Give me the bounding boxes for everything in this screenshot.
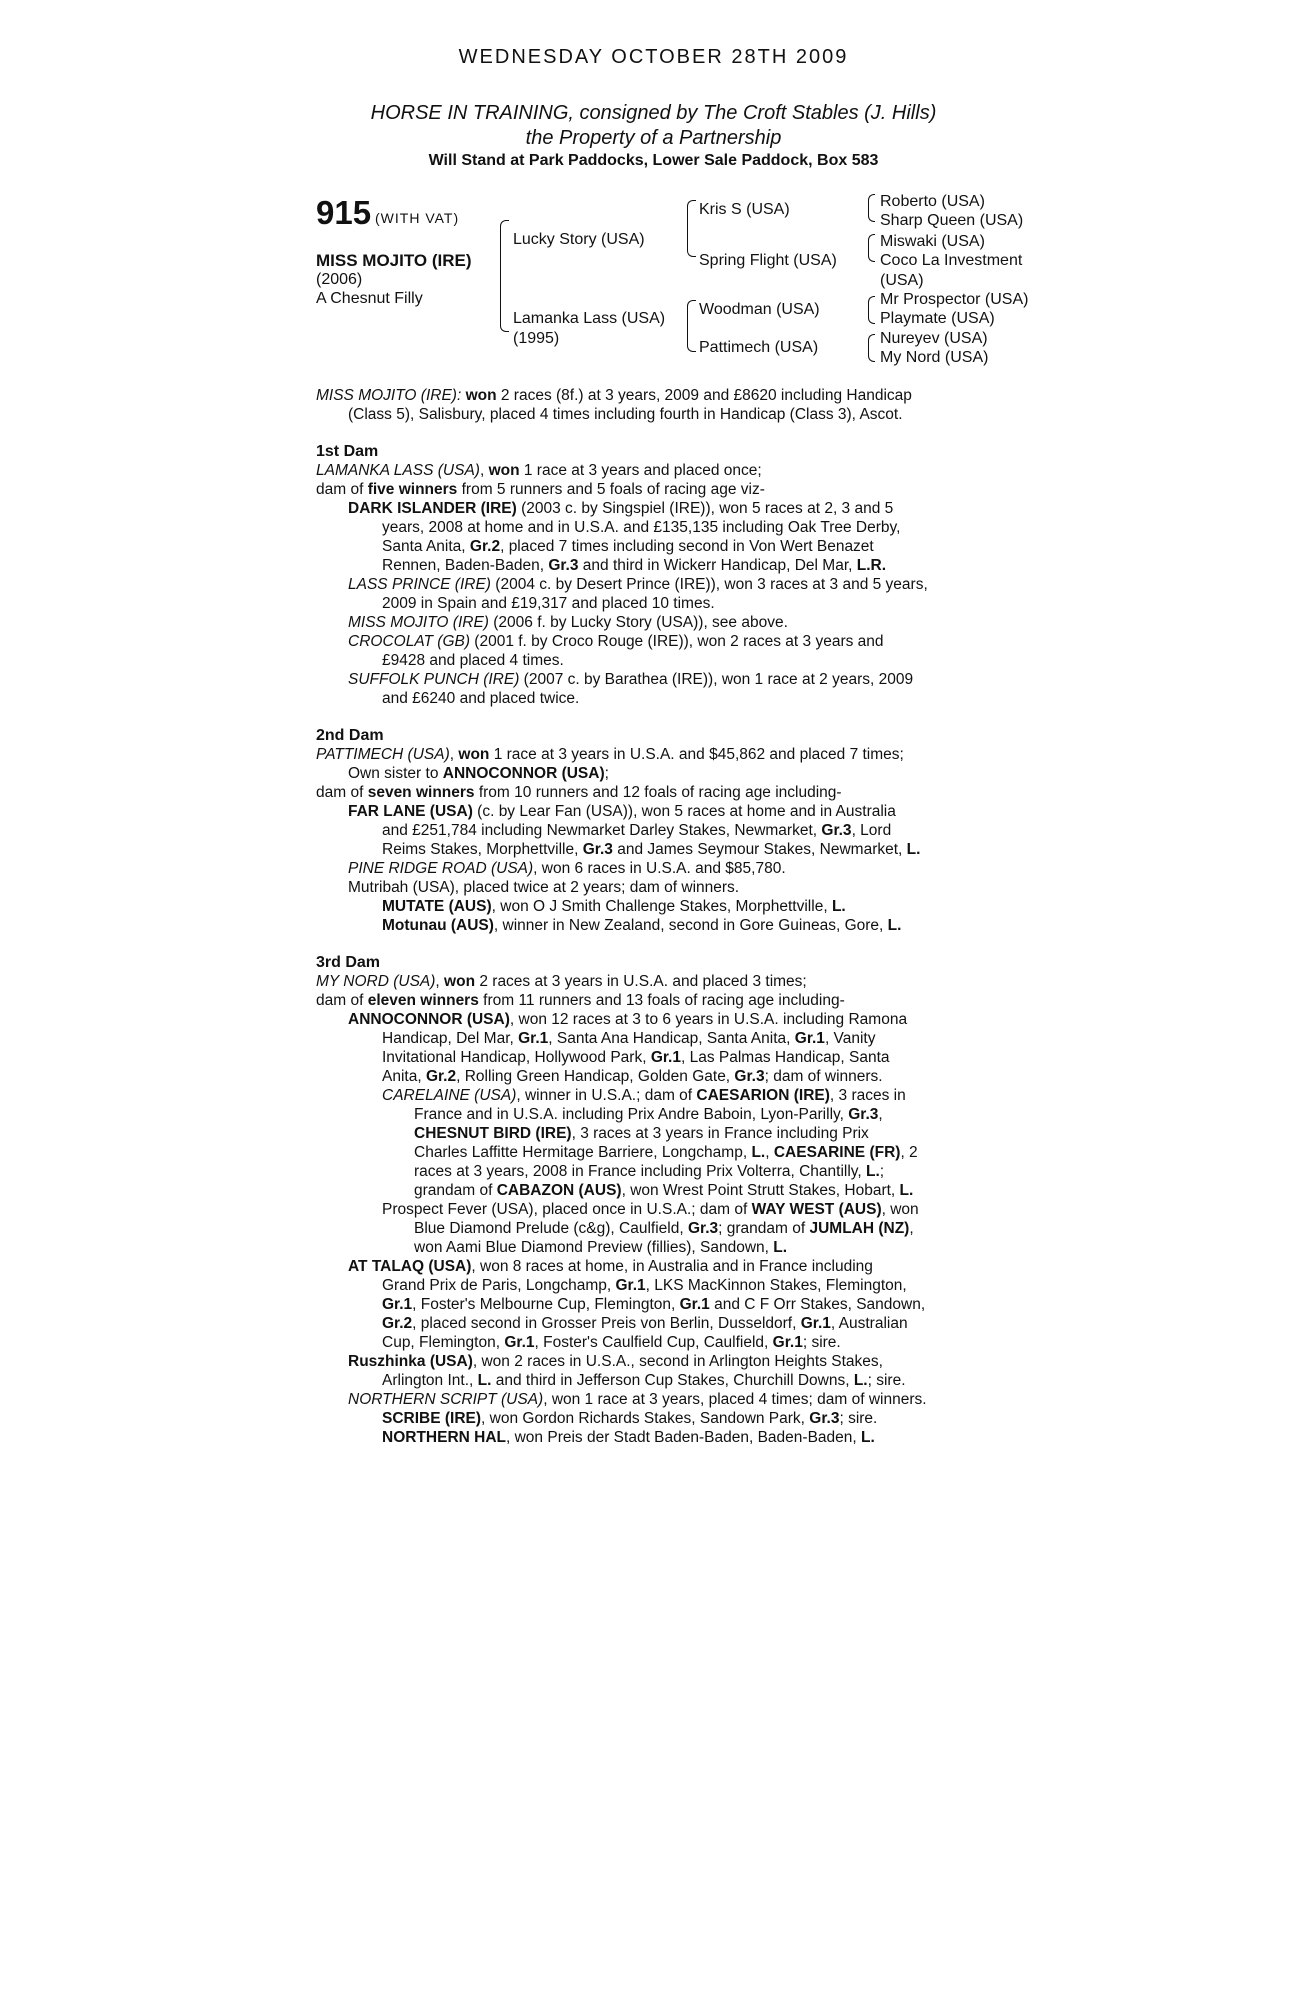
text-line: [316, 1428, 998, 1447]
pedigree-brace-ggp-3: [868, 296, 875, 324]
text-run: , Foster's Caulfield Cup, Caulfield,: [534, 1334, 773, 1351]
text-run: CAESARION (IRE): [696, 1087, 830, 1104]
text-run: NORTHERN SCRIPT (USA): [348, 1391, 544, 1408]
text-line: [316, 878, 998, 897]
text-run: won: [465, 387, 497, 404]
text-line: [316, 859, 998, 878]
text-line: [316, 461, 998, 480]
text-run: grandam of: [414, 1182, 497, 1199]
pedigree-ggp-7: Playmate (USA): [880, 310, 995, 327]
text-line: [316, 689, 998, 708]
text-run: , won: [881, 1201, 919, 1218]
text-run: L.: [477, 1372, 492, 1389]
text-run: ; sire.: [839, 1410, 878, 1427]
text-line: [316, 1409, 998, 1428]
text-run: Prospect Fever (USA), placed once in U.S.A.; dam of: [382, 1201, 752, 1218]
pedigree-brace-ggp-1: [868, 194, 875, 222]
text-run: ;: [604, 765, 609, 782]
text-run: races at 3 years, 2008 in France including Prix Volterra, Chantilly,: [414, 1163, 867, 1180]
text-run: , LKS MacKinnon Stakes, Flemington,: [645, 1277, 907, 1294]
text-run: SUFFOLK PUNCH (IRE): [348, 671, 520, 688]
text-run: 3rd Dam: [316, 954, 381, 971]
text-run: , Rolling Green Handicap, Golden Gate,: [456, 1068, 735, 1085]
text-run: from 11 runners and 13 foals of racing age including-: [478, 992, 845, 1009]
text-run: (2001 f. by Croco Rouge (IRE)), won 2 races at 3 years and: [470, 633, 884, 650]
text-run: dam of: [316, 992, 368, 1009]
text-run: LAMANKA LASS (USA): [316, 462, 480, 479]
pedigree-dam: Lamanka Lass (USA): [513, 310, 666, 327]
stand-location: Will Stand at Park Paddocks, Lower Sale Paddock, Box 583: [428, 152, 879, 169]
text-run: , Lord: [851, 822, 892, 839]
text-run: Gr.3: [821, 822, 852, 839]
text-line: [316, 764, 998, 783]
text-line: [316, 1238, 998, 1257]
text-run: ;: [879, 1163, 885, 1180]
text-run: , won 2 races in U.S.A., second in Arlington Heights Stakes,: [472, 1353, 883, 1370]
text-line: [316, 1200, 998, 1219]
text-run: from 5 runners and 5 foals of racing age viz-: [457, 481, 765, 498]
text-run: Gr.1: [679, 1296, 710, 1313]
text-run: L.: [853, 1372, 868, 1389]
text-line: [316, 556, 998, 575]
text-run: Gr.1: [382, 1296, 413, 1313]
text-run: ,: [479, 462, 489, 479]
text-run: , won Gordon Richards Stakes, Sandown Park,: [481, 1410, 810, 1427]
text-run: Gr.3: [809, 1410, 840, 1427]
text-run: Own sister to: [348, 765, 443, 782]
text-run: Gr.1: [615, 1277, 646, 1294]
text-run: and £251,784 including Newmarket Darley Stakes, Newmarket,: [382, 822, 822, 839]
text-run: Handicap, Del Mar,: [382, 1030, 519, 1047]
text-run: and James Seymour Stakes, Newmarket,: [612, 841, 907, 858]
consignor-line: HORSE IN TRAINING, consigned by The Croft Stables (J. Hills): [370, 102, 937, 124]
text-run: Gr.1: [650, 1049, 681, 1066]
text-run: won: [458, 746, 490, 763]
text-line: [316, 518, 998, 537]
text-run: years, 2008 at home and in U.S.A. and £135,135 including Oak Tree Derby,: [382, 519, 901, 536]
text-line: [316, 1257, 998, 1276]
text-line: [316, 575, 998, 594]
text-run: won: [488, 462, 520, 479]
text-line: [316, 1143, 998, 1162]
text-run: PINE RIDGE ROAD (USA): [348, 860, 534, 877]
pedigree-dam-dam: Pattimech (USA): [699, 339, 819, 356]
text-line: [316, 1105, 998, 1124]
pedigree-brace-ggp-2: [868, 234, 875, 262]
text-run: eleven winners: [367, 992, 479, 1009]
text-line: [316, 480, 998, 499]
pedigree-ggp-2: Sharp Queen (USA): [880, 212, 1024, 229]
text-line: [316, 1276, 998, 1295]
text-run: SCRIBE (IRE): [382, 1410, 482, 1427]
text-line: [316, 783, 998, 802]
text-run: and C F Orr Stakes, Sandown,: [709, 1296, 926, 1313]
pedigree-ggp-9: My Nord (USA): [880, 349, 989, 366]
text-line: [316, 537, 998, 556]
text-run: , won 8 races at home, in Australia and in France including: [471, 1258, 873, 1275]
pedigree-ggp-6: Mr Prospector (USA): [880, 291, 1029, 308]
text-run: Gr.3: [734, 1068, 765, 1085]
text-line: [316, 1124, 998, 1143]
text-run: five winners: [367, 481, 458, 498]
text-run: (Class 5), Salisbury, placed 4 times including fourth in Handicap (Class 3), Ascot.: [348, 406, 903, 423]
text-line: [316, 405, 998, 424]
text-run: Ruszhinka (USA): [348, 1353, 473, 1370]
text-run: , 3 races at 3 years in France including Prix: [571, 1125, 869, 1142]
text-run: MISS MOJITO (IRE): [316, 387, 457, 404]
text-run: L.: [887, 917, 902, 934]
text-run: DARK ISLANDER (IRE): [348, 500, 517, 517]
text-run: ,: [765, 1144, 774, 1161]
text-line: [316, 972, 998, 991]
text-line: [316, 840, 998, 859]
text-run: , winner in U.S.A.; dam of: [516, 1087, 697, 1104]
pedigree-ggp-4: Coco La Investment: [880, 252, 1023, 269]
produce-record: [316, 386, 998, 1447]
text-line: [316, 1371, 998, 1390]
text-line: [316, 745, 998, 764]
text-run: CAESARINE (FR): [773, 1144, 901, 1161]
text-run: , won 6 races in U.S.A. and $85,780.: [533, 860, 786, 877]
text-line: [316, 991, 998, 1010]
text-run: 2 races at 3 years in U.S.A. and placed 3 times;: [475, 973, 807, 990]
text-run: ; grandam of: [718, 1220, 810, 1237]
text-run: , won Wrest Point Strutt Stakes, Hobart,: [621, 1182, 900, 1199]
text-run: Santa Anita,: [382, 538, 470, 555]
text-run: MY NORD (USA): [316, 973, 436, 990]
property-line: the Property of a Partnership: [525, 127, 782, 149]
pedigree-dam-year: (1995): [513, 330, 560, 347]
text-run: Gr.3: [848, 1106, 879, 1123]
text-run: Mutribah (USA), placed twice at 2 years; dam of winners.: [348, 879, 740, 896]
section-heading: [316, 442, 998, 461]
text-run: , winner in New Zealand, second in Gore Guineas, Gore,: [493, 917, 888, 934]
text-line: [316, 386, 998, 405]
text-run: , Santa Ana Handicap, Santa Anita,: [548, 1030, 795, 1047]
text-run: FAR LANE (USA): [348, 803, 473, 820]
text-run: CHESNUT BIRD (IRE): [414, 1125, 572, 1142]
text-line: [316, 821, 998, 840]
text-run: (c. by Lear Fan (USA)), won 5 races at home and in Australia: [472, 803, 896, 820]
text-run: Gr.2: [425, 1068, 457, 1085]
text-run: L.: [773, 1239, 788, 1256]
text-run: Gr.1: [794, 1030, 825, 1047]
text-run: , Las Palmas Handicap, Santa: [680, 1049, 890, 1066]
text-run: Invitational Handicap, Hollywood Park,: [382, 1049, 651, 1066]
text-run: , Australian: [830, 1315, 908, 1332]
text-line: [316, 1333, 998, 1352]
horse-description: A Chesnut Filly: [316, 290, 423, 307]
pedigree-brace-dam: [687, 300, 696, 352]
text-line: [316, 613, 998, 632]
text-run: WAY WEST (AUS): [751, 1201, 882, 1218]
text-run: Anita,: [382, 1068, 426, 1085]
text-run: PATTIMECH (USA): [316, 746, 450, 763]
text-run: Motunau (AUS): [382, 917, 494, 934]
text-line: [316, 1390, 998, 1409]
text-run: and £6240 and placed twice.: [382, 690, 580, 707]
text-run: NORTHERN HAL: [382, 1429, 506, 1446]
pedigree-brace-main: [500, 220, 509, 332]
text-run: , 3 races in: [829, 1087, 906, 1104]
text-run: , won O J Smith Challenge Stakes, Morphettville,: [491, 898, 832, 915]
text-run: Charles Laffitte Hermitage Barriere, Longchamp,: [414, 1144, 752, 1161]
text-run: Grand Prix de Paris, Longchamp,: [382, 1277, 616, 1294]
text-run: , Foster's Melbourne Cup, Flemington,: [412, 1296, 680, 1313]
text-run: ANNOCONNOR (USA): [442, 765, 605, 782]
text-line: [316, 897, 998, 916]
text-run: , won 12 races at 3 to 6 years in U.S.A. including Ramona: [509, 1011, 908, 1028]
text-run: Gr.1: [800, 1315, 831, 1332]
text-line: [316, 1067, 998, 1086]
pedigree-sire-dam: Spring Flight (USA): [699, 252, 837, 269]
lot-number: 915: [316, 194, 372, 231]
text-run: Blue Diamond Prelude (c&g), Caulfield,: [414, 1220, 688, 1237]
text-run: dam of: [316, 481, 368, 498]
text-run: L.: [831, 898, 846, 915]
text-run: ; sire.: [867, 1372, 906, 1389]
text-run: MUTATE (AUS): [382, 898, 492, 915]
text-run: L.: [899, 1182, 914, 1199]
text-run: ,: [909, 1220, 914, 1237]
text-run: Gr.3: [687, 1220, 719, 1237]
text-run: JUMLAH (NZ): [809, 1220, 910, 1237]
pedigree-ggp-1: Roberto (USA): [880, 193, 985, 210]
text-run: ; dam of winners.: [764, 1068, 883, 1085]
text-run: , won 1 race at 3 years, placed 4 times; dam of winners.: [543, 1391, 927, 1408]
text-run: ,: [449, 746, 459, 763]
text-run: dam of: [316, 784, 368, 801]
text-line: [316, 1181, 998, 1200]
text-line: [316, 916, 998, 935]
text-run: (2003 c. by Singspiel (IRE)), won 5 races at 2, 3 and 5: [516, 500, 894, 517]
text-run: seven winners: [367, 784, 475, 801]
pedigree-ggp-3: Miswaki (USA): [880, 233, 985, 250]
text-run: Gr.2: [469, 538, 501, 555]
text-run: CARELAINE (USA): [382, 1087, 517, 1104]
horse-name: MISS MOJITO (IRE): [316, 251, 472, 270]
section-heading: [316, 726, 998, 745]
text-run: ,: [435, 973, 445, 990]
text-run: , 2: [900, 1144, 918, 1161]
text-line: [316, 1162, 998, 1181]
text-run: won Aami Blue Diamond Preview (fillies), Sandown,: [414, 1239, 774, 1256]
text-run: Cup, Flemington,: [382, 1334, 505, 1351]
text-line: [316, 1219, 998, 1238]
text-run: from 10 runners and 12 foals of racing age including-: [474, 784, 842, 801]
text-run: and third in Jefferson Cup Stakes, Churchill Downs,: [491, 1372, 854, 1389]
text-line: [316, 1295, 998, 1314]
pedigree-sire: Lucky Story (USA): [513, 231, 645, 248]
text-run: L.: [906, 841, 921, 858]
pedigree-brace-ggp-4: [868, 334, 875, 362]
text-line: [316, 670, 998, 689]
text-run: 2 races (8f.) at 3 years, 2009 and £8620 including Handicap: [496, 387, 912, 404]
text-run: Gr.1: [518, 1030, 549, 1047]
section-heading: [316, 953, 998, 972]
text-run: and third in Wickerr Handicap, Del Mar,: [578, 557, 857, 574]
text-run: Reims Stakes, Morphettville,: [382, 841, 583, 858]
text-run: L.: [861, 1429, 875, 1446]
text-run: Gr.2: [382, 1315, 413, 1332]
text-line: [316, 1314, 998, 1333]
text-line: [316, 1029, 998, 1048]
pedigree-ggp-8: Nureyev (USA): [880, 330, 988, 347]
text-run: AT TALAQ (USA): [348, 1258, 472, 1275]
sale-date: WEDNESDAY OCTOBER 28TH 2009: [458, 46, 849, 68]
text-run: won: [444, 973, 476, 990]
text-run: Rennen, Baden-Baden,: [382, 557, 549, 574]
text-line: [316, 1010, 998, 1029]
text-run: MISS MOJITO (IRE): [348, 614, 489, 631]
text-run: , won Preis der Stadt Baden-Baden, Baden-Baden,: [506, 1429, 862, 1446]
text-line: [316, 632, 998, 651]
text-run: , placed 7 times including second in Von Wert Benazet: [500, 538, 874, 555]
text-run: Gr.1: [772, 1334, 803, 1351]
text-run: ; sire.: [802, 1334, 841, 1351]
text-line: [316, 1086, 998, 1105]
foaling-year: (2006): [316, 271, 363, 288]
text-run: 1st Dam: [316, 443, 379, 460]
text-run: £9428 and placed 4 times.: [382, 652, 564, 669]
text-run: L.: [866, 1163, 880, 1180]
text-line: [316, 499, 998, 518]
text-run: Gr.3: [548, 557, 579, 574]
text-line: [316, 594, 998, 613]
text-run: LASS PRINCE (IRE): [348, 576, 491, 593]
text-run: :: [456, 387, 466, 404]
text-line: [316, 1352, 998, 1371]
text-run: ANNOCONNOR (USA): [348, 1011, 510, 1028]
text-run: L.R.: [856, 557, 887, 574]
vat-note: (WITH VAT): [375, 210, 460, 226]
text-line: [316, 802, 998, 821]
text-run: (2007 c. by Barathea (IRE)), won 1 race at 2 years, 2009: [519, 671, 914, 688]
text-run: , placed second in Grosser Preis von Berlin, Dusseldorf,: [412, 1315, 801, 1332]
text-run: France and in U.S.A. including Prix Andre Baboin, Lyon-Parilly,: [414, 1106, 849, 1123]
pedigree-ggp-5: (USA): [880, 272, 924, 289]
text-run: Arlington Int.,: [382, 1372, 478, 1389]
text-run: (2004 c. by Desert Prince (IRE)), won 3 races at 3 and 5 years,: [490, 576, 928, 593]
text-run: CABAZON (AUS): [496, 1182, 622, 1199]
text-run: Gr.1: [504, 1334, 535, 1351]
text-run: (2006 f. by Lucky Story (USA)), see above.: [488, 614, 788, 631]
pedigree-brace-sire: [687, 200, 696, 257]
text-run: , Vanity: [824, 1030, 876, 1047]
text-run: L.: [751, 1144, 766, 1161]
text-run: CROCOLAT (GB): [348, 633, 470, 650]
pedigree-sire-sire: Kris S (USA): [699, 201, 790, 218]
text-run: 2nd Dam: [316, 727, 384, 744]
text-run: 1 race at 3 years and placed once;: [519, 462, 762, 479]
text-run: 2009 in Spain and £19,317 and placed 10 times.: [382, 595, 715, 612]
text-run: ,: [878, 1106, 883, 1123]
text-line: [316, 1048, 998, 1067]
pedigree-dam-sire: Woodman (USA): [699, 301, 820, 318]
text-run: Gr.3: [582, 841, 613, 858]
text-line: [316, 651, 998, 670]
text-run: 1 race at 3 years in U.S.A. and $45,862 and placed 7 times;: [489, 746, 904, 763]
